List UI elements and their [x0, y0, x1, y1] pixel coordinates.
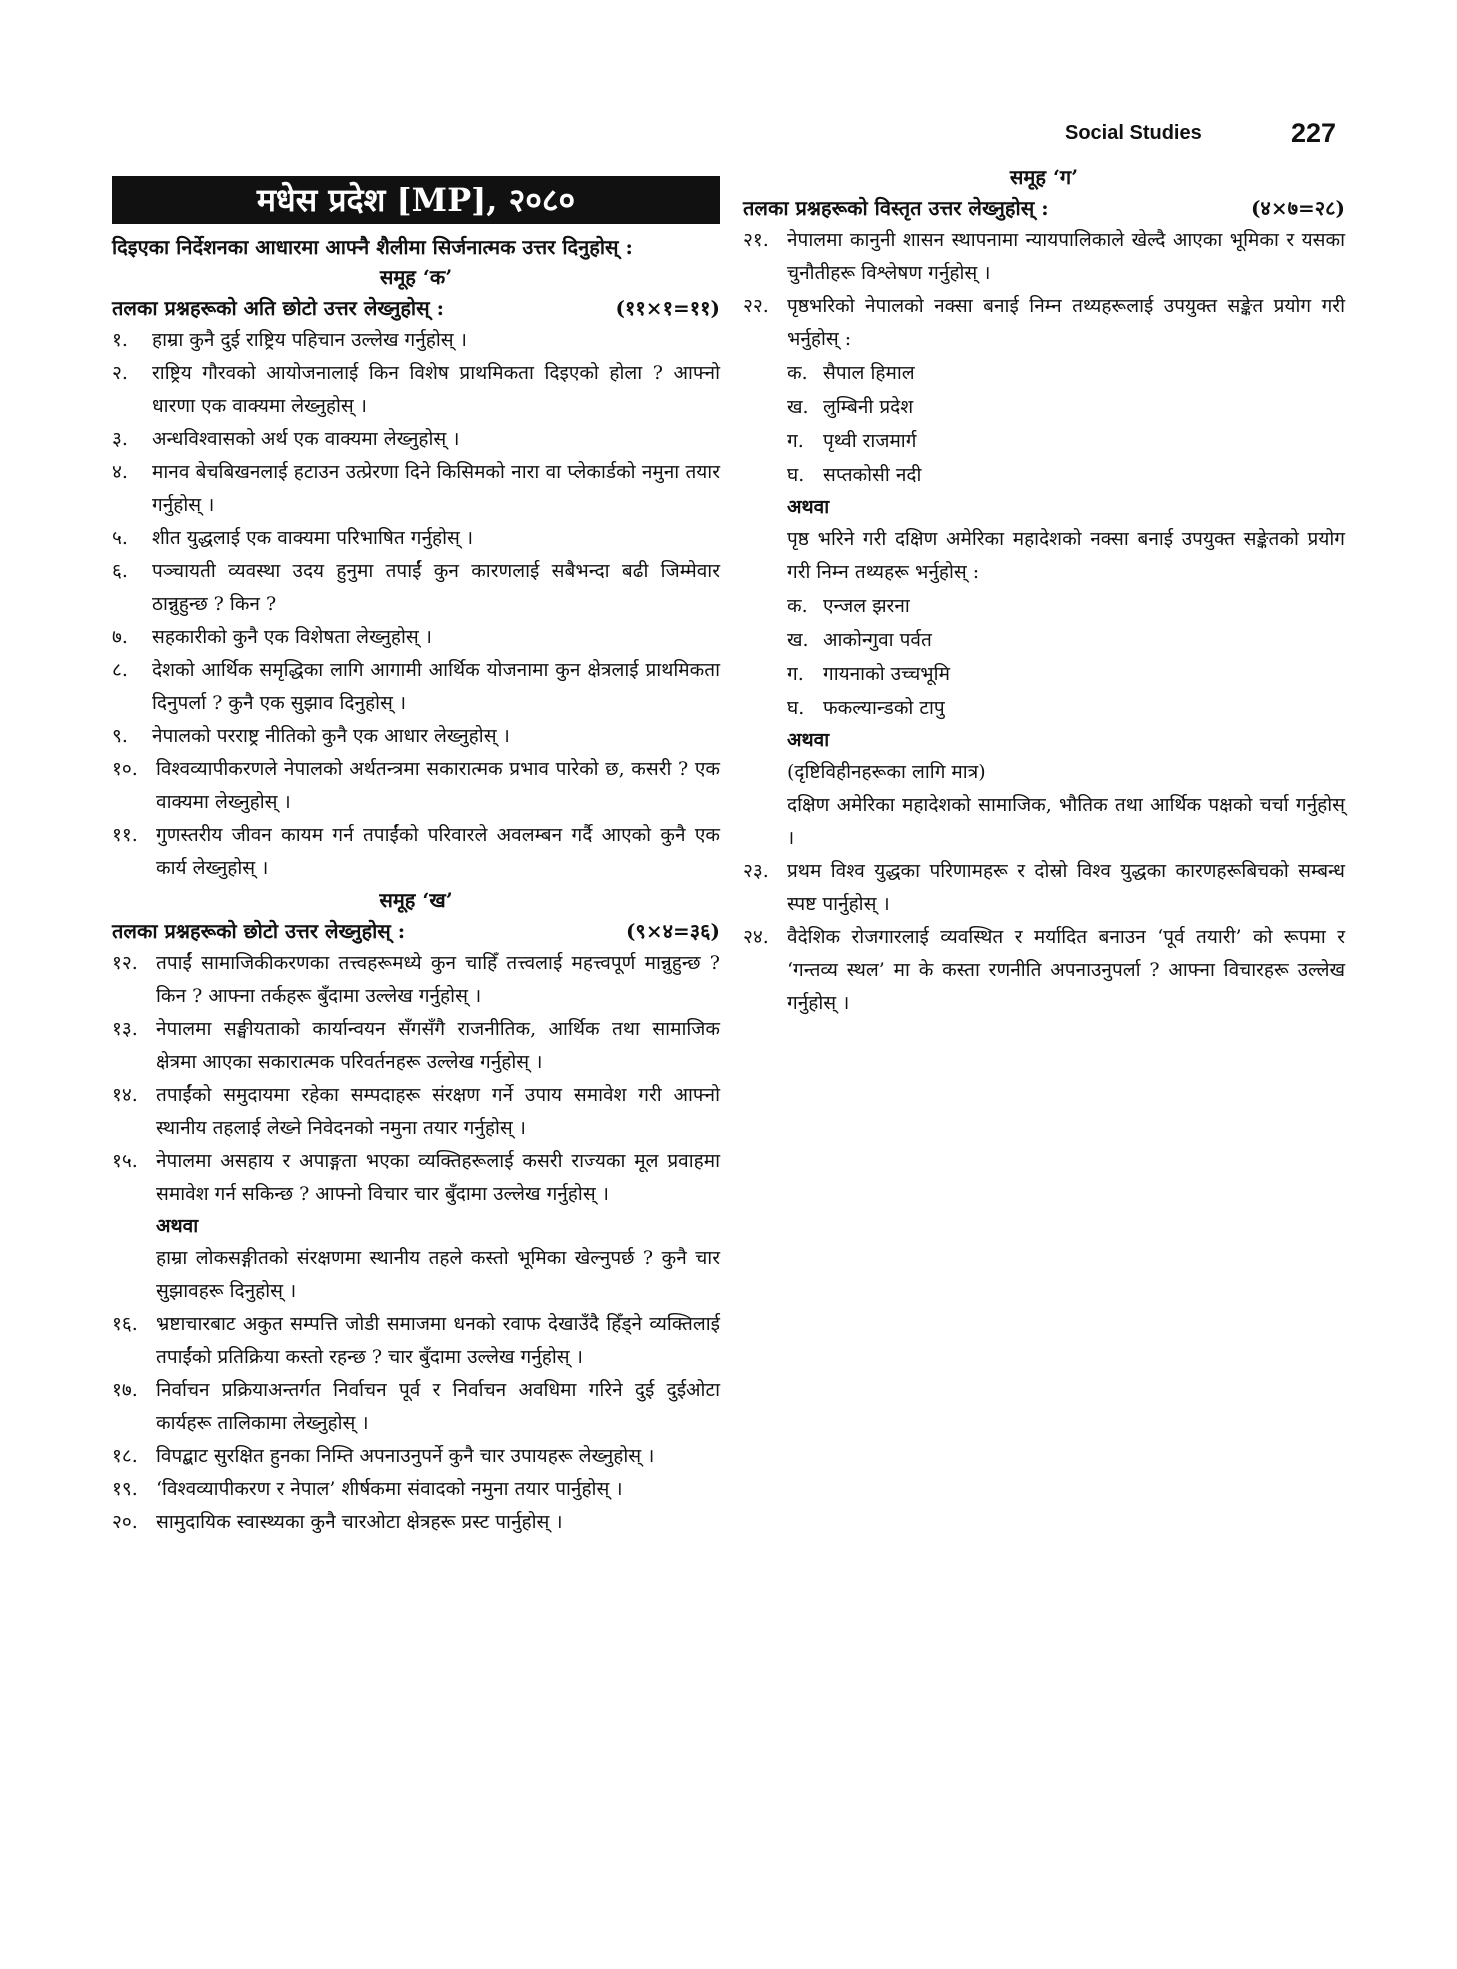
- sub-item-text: एन्जल झरना: [823, 595, 910, 617]
- header-subject: Social Studies: [1065, 122, 1202, 144]
- sub-item-text: सप्तकोसी नदी: [823, 464, 922, 486]
- question-text: हाम्रा कुनै दुई राष्ट्रिय पहिचान उल्लेख गर्नुहोस् ।: [152, 329, 467, 351]
- question-7: [112, 621, 720, 654]
- question-text: भ्रष्टाचारबाट अकुत सम्पत्ति जोडी समाजमा धनको रवाफ देखाउँदै हिँड्ने व्यक्तिलाई तपाईंको प्रतिक्रिया कस्तो रहन्छ ? चार बुँदामा उल्लेख गर्नुहोस् ।: [156, 1313, 720, 1368]
- question-23: [743, 855, 1345, 921]
- question-number: १.: [112, 329, 128, 351]
- question-text: नेपालमा कानुनी शासन स्थापनामा न्यायपालिकाले खेल्दै आएका भूमिका र यसका चुनौतीहरू विश्लेषण गर्नुहोस् ।: [787, 229, 1345, 284]
- group-ga-heading: तलका प्रश्नहरूको विस्तृत उत्तर लेख्नुहोस् :: [743, 196, 1049, 220]
- question-text: पृष्ठभरिको नेपालको नक्सा बनाई निम्न तथ्यहरूलाई उपयुक्त सङ्केत प्रयोग गरी भर्नुहोस् :: [787, 295, 1345, 350]
- sub-item: [743, 356, 1345, 390]
- sub-item: [743, 623, 1345, 657]
- question-10: [112, 753, 720, 819]
- group-ka-title: समूह ‘क’: [379, 265, 453, 289]
- sub-item-text: आकोन्गुवा पर्वत: [823, 629, 932, 651]
- visually-impaired-note: (दृष्टिविहीनहरूका लागि मात्र): [787, 761, 986, 783]
- question-19: [112, 1473, 720, 1506]
- question-12: [112, 947, 720, 1013]
- question-22: [743, 290, 1345, 356]
- question-number: ४.: [112, 461, 128, 483]
- group-ka-questions: [112, 324, 720, 885]
- sub-item: [743, 458, 1345, 492]
- question-number: १०.: [112, 758, 138, 780]
- group-kha-title: समूह ‘ख’: [379, 888, 453, 912]
- group-ga-marks: (४×७=२८): [1250, 196, 1345, 220]
- question-number: ८.: [112, 659, 128, 681]
- question-text: मानव बेचबिखनलाई हटाउन उत्प्रेरणा दिने किसिमको नारा वा प्लेकार्डको नमुना तयार गर्नुहोस् ।: [152, 461, 720, 516]
- question-text: विश्वव्यापीकरणले नेपालको अर्थतन्त्रमा सकारात्मक प्रभाव पारेको छ, कसरी ? एक वाक्यमा लेख्नुहोस् ।: [156, 758, 720, 813]
- group-ka-heading-row: [112, 292, 720, 324]
- sub-item-label: ख.: [787, 396, 809, 418]
- sub-item-label: क.: [787, 362, 808, 384]
- question-number: १४.: [112, 1084, 138, 1106]
- question-21: [743, 224, 1345, 290]
- sub-item-text: लुम्बिनी प्रदेश: [823, 396, 914, 418]
- question-text: शीत युद्धलाई एक वाक्यमा परिभाषित गर्नुहोस् ।: [152, 527, 474, 549]
- sub-item-label: ग.: [787, 430, 804, 452]
- question-number: १२.: [112, 952, 138, 974]
- sub-item-label: क.: [787, 595, 808, 617]
- exam-banner: मधेस प्रदेश [MP], २०८०: [112, 176, 720, 224]
- question-number: १५.: [112, 1150, 138, 1172]
- question-text: अन्धविश्वासको अर्थ एक वाक्यमा लेख्नुहोस् ।: [152, 428, 460, 450]
- question-text: तपाईंको समुदायमा रहेका सम्पदाहरू संरक्षण गर्ने उपाय समावेश गरी आफ्नो स्थानीय तहलाई लेख्ने निवेदनको नमुना तयार गर्नुहोस् ।: [156, 1084, 720, 1139]
- question-number: १९.: [112, 1478, 138, 1500]
- question-18: [112, 1440, 720, 1473]
- question-3: [112, 423, 720, 456]
- sub-item: [743, 390, 1345, 424]
- question-number: ५.: [112, 527, 128, 549]
- sub-item-label: ग.: [787, 663, 804, 685]
- sub-item: [743, 589, 1345, 623]
- question-number: १६.: [112, 1313, 138, 1335]
- sub-item: [743, 657, 1345, 691]
- general-instruction: दिइएका निर्देशनका आधारमा आफ्नै शैलीमा सिर्जनात्मक उत्तर दिनुहोस् :: [112, 235, 633, 259]
- page-header: [0, 118, 1457, 158]
- sub-item-label: घ.: [787, 697, 805, 719]
- question-text: विपद्बाट सुरक्षित हुनका निम्ति अपनाउनुपर्ने कुनै चार उपायहरू लेख्नुहोस् ।: [156, 1445, 655, 1467]
- question-text: पञ्चायती व्यवस्था उदय हुनुमा तपाईं कुन कारणलाई सबैभन्दा बढी जिम्मेवार ठान्नुहुन्छ ? किन ?: [152, 560, 720, 615]
- sub-item-text: पृथ्वी राजमार्ग: [823, 430, 917, 452]
- question-number: २३.: [743, 860, 769, 882]
- group-kha-questions: [112, 947, 720, 1539]
- group-ga-title: समूह ‘ग’: [1009, 165, 1079, 189]
- question-number: ११.: [112, 824, 138, 846]
- question-text: वैदेशिक रोजगारलाई व्यवस्थित र मर्यादित बनाउन ‘पूर्व तयारी’ को रूपमा र ‘गन्तव्य स्थल’ मा के कस्ता रणनीति अपनाउनुपर्ला ? आफ्ना विचारहरू उल्लेख गर्नुहोस् ।: [787, 926, 1345, 1014]
- question-text: नेपालको परराष्ट्र नीतिको कुनै एक आधार लेख्नुहोस् ।: [152, 725, 510, 747]
- question-20: [112, 1506, 720, 1539]
- question-number: १३.: [112, 1018, 138, 1040]
- question-8: [112, 654, 720, 720]
- question-text: सहकारीको कुनै एक विशेषता लेख्नुहोस् ।: [152, 626, 432, 648]
- question-17: [112, 1374, 720, 1440]
- or-label: अथवा: [156, 1215, 199, 1237]
- question-text: गुणस्तरीय जीवन कायम गर्न तपाईंको परिवारले अवलम्बन गर्दै आएको कुनै एक कार्य लेख्नुहोस् ।: [156, 824, 720, 879]
- group-ga-heading-row: [743, 192, 1345, 224]
- sub-item-label: घ.: [787, 464, 805, 486]
- question-number: १८.: [112, 1445, 138, 1467]
- question-text: राष्ट्रिय गौरवको आयोजनालाई किन विशेष प्राथमिकता दिइएको होला ? आफ्नो धारणा एक वाक्यमा लेख्नुहोस् ।: [152, 362, 720, 417]
- alternative-question-text: दक्षिण अमेरिका महादेशको सामाजिक, भौतिक तथा आर्थिक पक्षको चर्चा गर्नुहोस् ।: [787, 794, 1345, 849]
- question-4: [112, 456, 720, 522]
- question-text: नेपालमा सङ्घीयताको कार्यान्वयन सँगसँगै राजनीतिक, आर्थिक तथा सामाजिक क्षेत्रमा आएका सकारात्मक परिवर्तनहरू उल्लेख गर्नुहोस् ।: [156, 1018, 720, 1073]
- page-number: 227: [1291, 118, 1337, 148]
- question-number: २४.: [743, 926, 769, 948]
- sub-item-text: गायनाको उच्चभूमि: [823, 663, 950, 685]
- sub-item: [743, 691, 1345, 725]
- question-number: २२.: [743, 295, 769, 317]
- or-label: अथवा: [787, 496, 830, 518]
- question-16: [112, 1308, 720, 1374]
- question-text: ‘विश्वव्यापीकरण र नेपाल’ शीर्षकमा संवादको नमुना तयार पार्नुहोस् ।: [156, 1478, 623, 1500]
- question-text: नेपालमा असहाय र अपाङ्गता भएका व्यक्तिहरूलाई कसरी राज्यका मूल प्रवाहमा समावेश गर्न सकिन्छ ? आफ्नो विचार चार बुँदामा उल्लेख गर्नुहोस् ।: [156, 1150, 720, 1205]
- question-number: ९.: [112, 725, 128, 747]
- alternative-question-text: हाम्रा लोकसङ्गीतको संरक्षणमा स्थानीय तहले कस्तो भूमिका खेल्नुपर्छ ? कुनै चार सुझावहरू दिनुहोस् ।: [156, 1247, 720, 1302]
- question-14: [112, 1079, 720, 1145]
- question-2: [112, 357, 720, 423]
- question-text: निर्वाचन प्रक्रियाअन्तर्गत निर्वाचन पूर्व र निर्वाचन अवधिमा गरिने दुई दुईओटा कार्यहरू तालिकामा लेख्नुहोस् ।: [156, 1379, 720, 1434]
- question-6: [112, 555, 720, 621]
- question-1: [112, 324, 720, 357]
- question-15: [112, 1145, 720, 1211]
- alternative-question-text: पृष्ठ भरिने गरी दक्षिण अमेरिका महादेशको नक्सा बनाई उपयुक्त सङ्केतको प्रयोग गरी निम्न तथ्यहरू भर्नुहोस् :: [787, 528, 1345, 583]
- question-number: २१.: [743, 229, 769, 251]
- question-text: तपाईं सामाजिकीकरणका तत्त्वहरूमध्ये कुन चाहिँ तत्त्वलाई महत्त्वपूर्ण मान्नुहुन्छ ? किन ? आफ्ना तर्कहरू बुँदामा उल्लेख गर्नुहोस् ।: [156, 952, 720, 1007]
- question-text: प्रथम विश्व युद्धका परिणामहरू र दोस्रो विश्व युद्धका कारणहरूबिचको सम्बन्ध स्पष्ट पार्नुहोस् ।: [787, 860, 1345, 915]
- group-ka-heading: तलका प्रश्नहरूको अति छोटो उत्तर लेख्नुहोस् :: [112, 296, 444, 320]
- left-column: [112, 176, 720, 1539]
- question-9: [112, 720, 720, 753]
- or-label: अथवा: [787, 729, 830, 751]
- sub-item-label: ख.: [787, 629, 809, 651]
- group-kha-marks: (९×४=३६): [625, 919, 720, 943]
- sub-item: [743, 424, 1345, 458]
- group-kha-heading: तलका प्रश्नहरूको छोटो उत्तर लेख्नुहोस् :: [112, 919, 406, 943]
- question-number: ३.: [112, 428, 128, 450]
- question-number: २०.: [112, 1511, 138, 1533]
- question-5: [112, 522, 720, 555]
- sub-item-text: सैपाल हिमाल: [823, 362, 915, 384]
- group-kha-heading-row: [112, 915, 720, 947]
- question-24: [743, 921, 1345, 1020]
- question-number: ७.: [112, 626, 128, 648]
- question-number: १७.: [112, 1379, 138, 1401]
- question-11: [112, 819, 720, 885]
- question-number: २.: [112, 362, 128, 384]
- question-number: ६.: [112, 560, 128, 582]
- question-13: [112, 1013, 720, 1079]
- right-column: [743, 162, 1345, 1020]
- sub-item-text: फकल्यान्डको टापु: [823, 697, 945, 719]
- question-text: देशको आर्थिक समृद्धिका लागि आगामी आर्थिक योजनामा कुन क्षेत्रलाई प्राथमिकता दिनुपर्ला ? कुनै एक सुझाव दिनुहोस् ।: [152, 659, 720, 714]
- group-ka-marks: (११×१=११): [615, 296, 720, 320]
- question-text: सामुदायिक स्वास्थ्यका कुनै चारओटा क्षेत्रहरू प्रस्ट पार्नुहोस् ।: [156, 1511, 563, 1533]
